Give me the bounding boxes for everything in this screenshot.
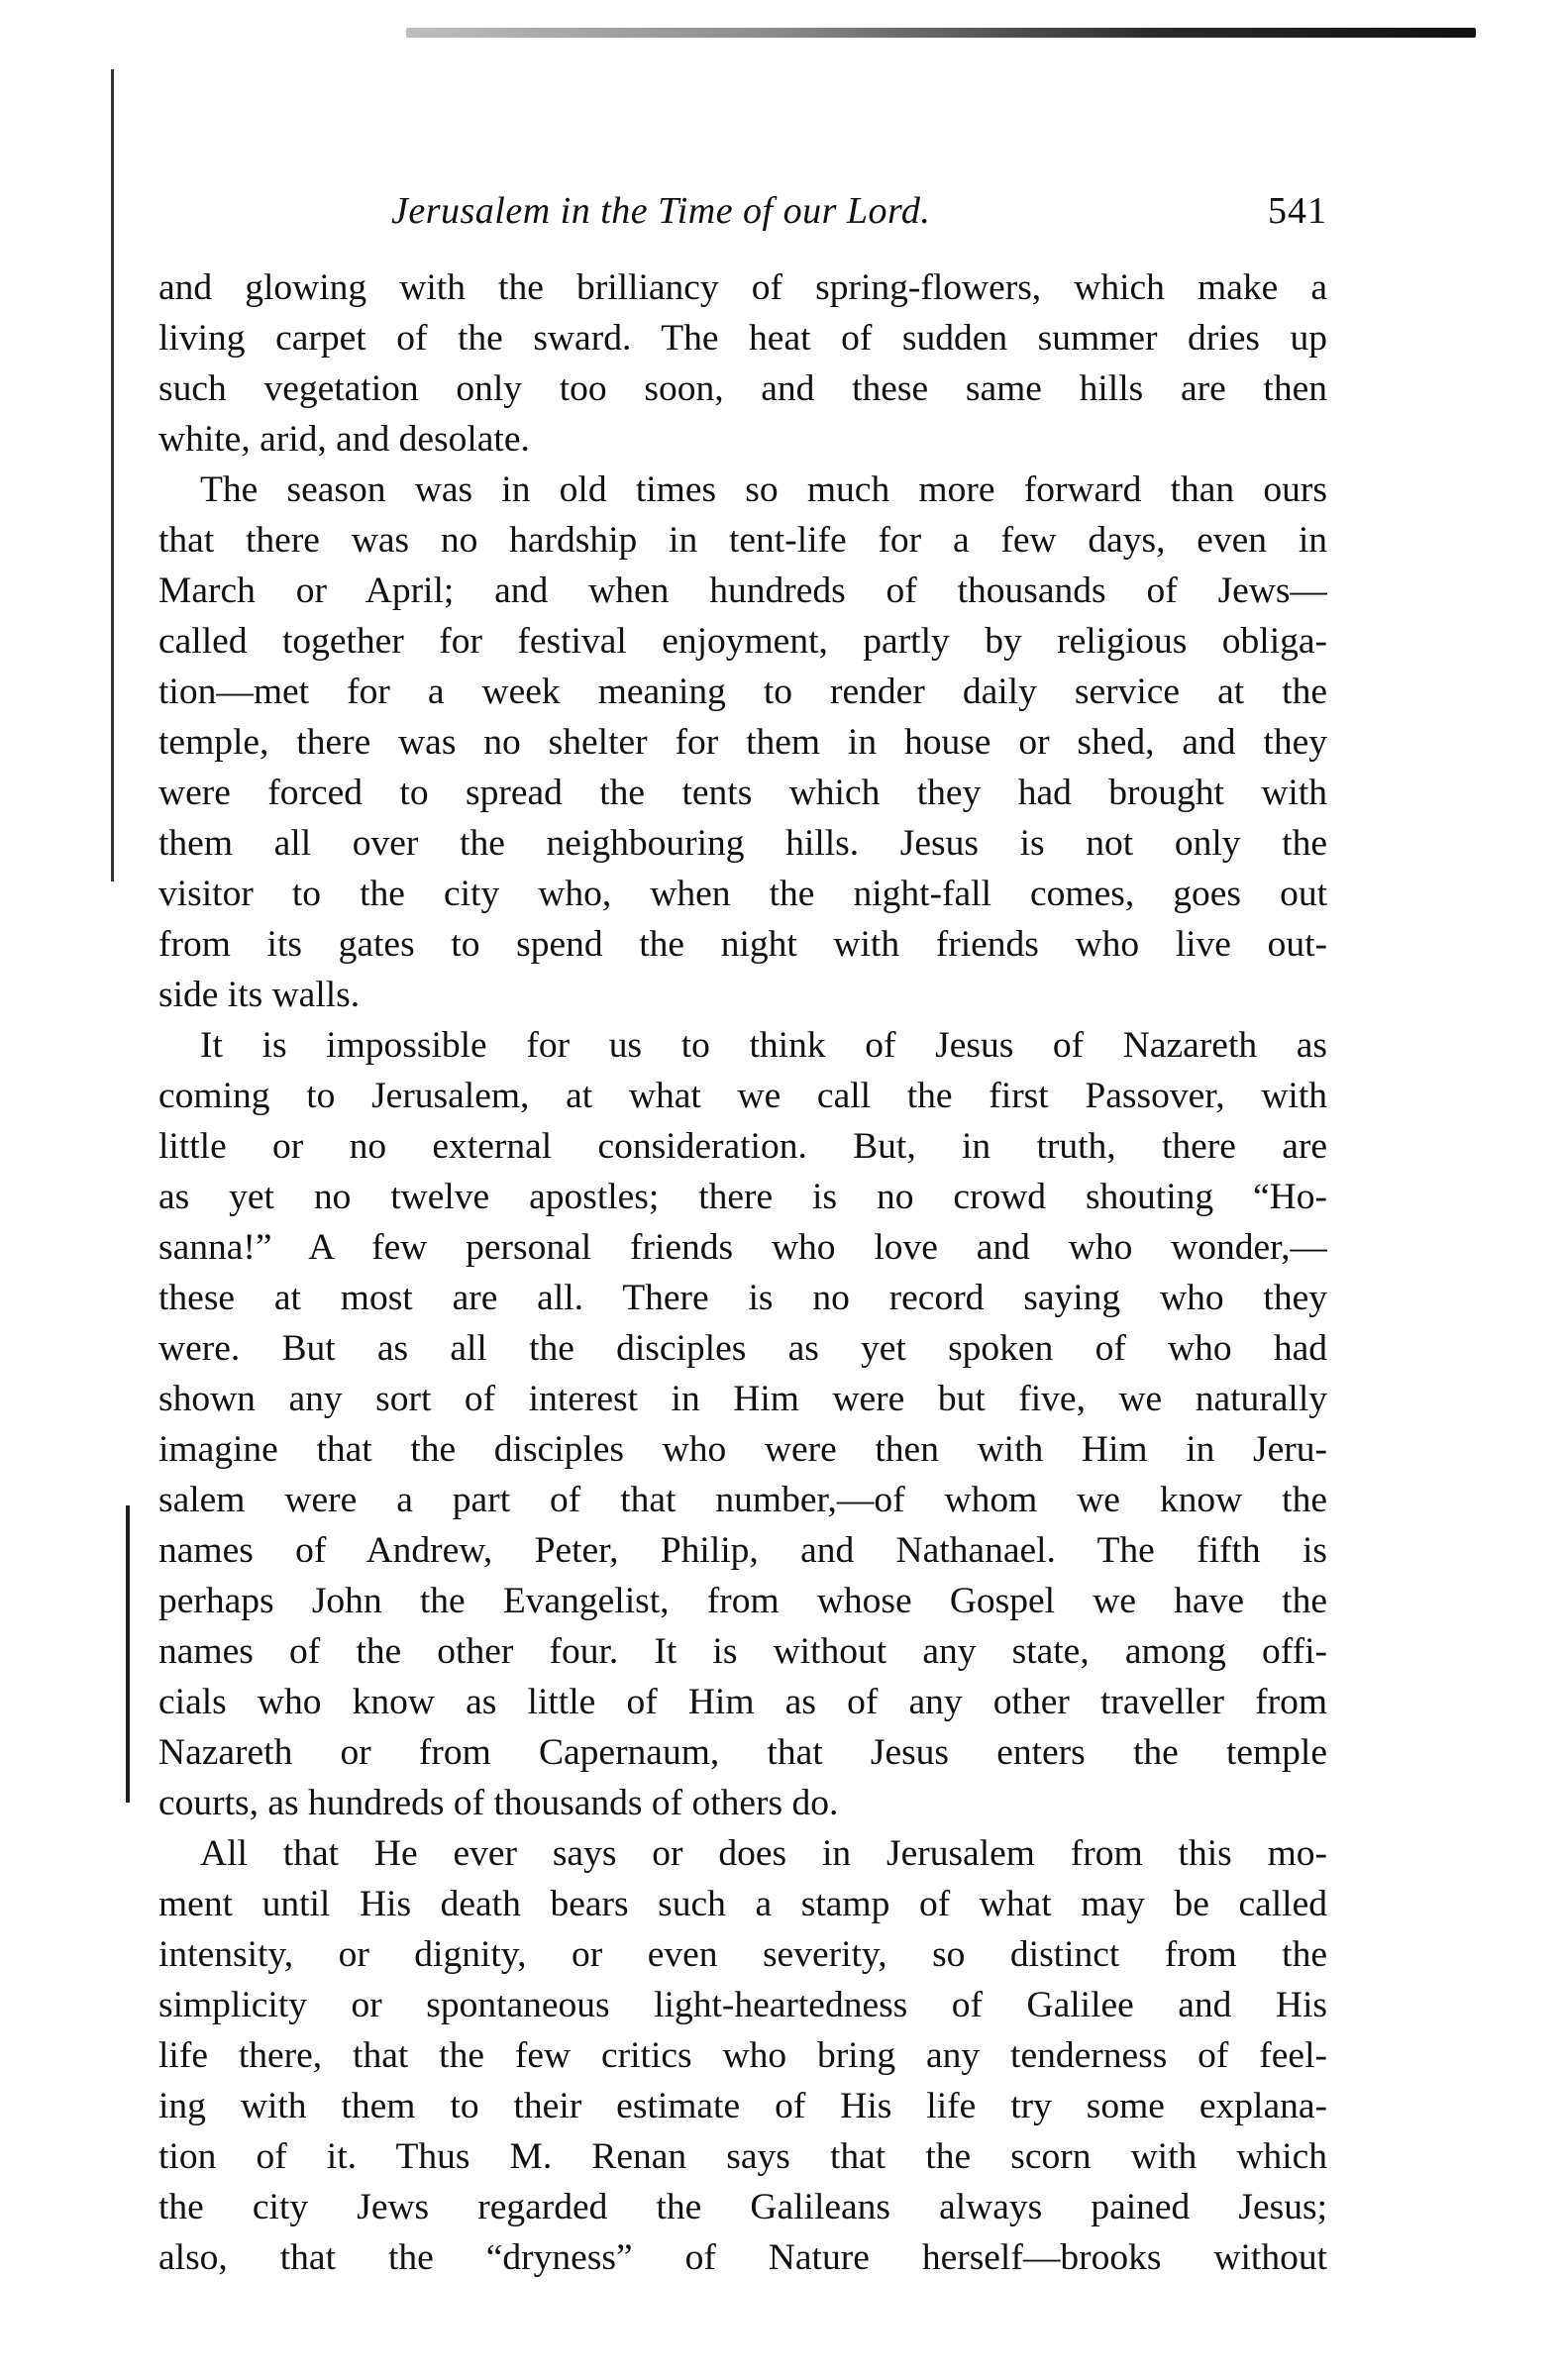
text-line: life there, that the few critics who bring any tenderness of feel- — [158, 2035, 1327, 2076]
paragraph — [158, 262, 1327, 465]
text-line: called together for festival enjoyment, partly by religious obliga- — [158, 621, 1327, 662]
text-line: It is impossible for us to think of Jesus of Nazareth as — [200, 1025, 1327, 1066]
text-line: ing with them to their estimate of His life try some explana- — [158, 2086, 1327, 2126]
text-line: and glowing with the brilliancy of spring-flowers, which make a — [158, 267, 1327, 308]
margin-mark — [126, 1505, 130, 1803]
page-number: 541 — [1268, 190, 1327, 232]
text-line: names of the other four. It is without any state, among offi- — [158, 1631, 1327, 1672]
text-line: perhaps John the Evangelist, from whose Gospel we have the — [158, 1581, 1327, 1621]
text-line: visitor to the city who, when the night-fall comes, goes out — [158, 874, 1327, 914]
paragraph — [158, 465, 1327, 1020]
text-line: little or no external consideration. But, in truth, there are — [158, 1126, 1327, 1167]
body-text — [158, 262, 1327, 2283]
text-line: the city Jews regarded the Galileans always pained Jesus; — [158, 2187, 1327, 2227]
text-line: living carpet of the sward. The heat of sudden summer dries up — [158, 318, 1327, 359]
running-head: Jerusalem in the Time of our Lord. — [391, 190, 931, 232]
text-line: The season was in old times so much more forward than ours — [200, 469, 1327, 510]
text-line: coming to Jerusalem, at what we call the first Passover, with — [158, 1076, 1327, 1116]
text-line: also, that the “dryness” of Nature herself—brooks without — [158, 2237, 1327, 2278]
text-line: them all over the neighbouring hills. Jesus is not only the — [158, 823, 1327, 864]
text-line: shown any sort of interest in Him were but five, we naturally — [158, 1379, 1327, 1419]
text-line: March or April; and when hundreds of thousands of Jews— — [158, 570, 1327, 611]
text-line: cials who know as little of Him as of any other traveller from — [158, 1682, 1327, 1722]
text-line: such vegetation only too soon, and these same hills are then — [158, 368, 1327, 409]
text-line: courts, as hundreds of thousands of others do. — [158, 1783, 839, 1823]
text-line: from its gates to spend the night with friends who live out- — [158, 924, 1327, 965]
text-line: All that He ever says or does in Jerusalem from this mo- — [200, 1833, 1327, 1874]
text-line: intensity, or dignity, or even severity, so distinct from the — [158, 1934, 1327, 1975]
text-line: these at most are all. There is no record saying who they — [158, 1278, 1327, 1318]
text-line: simplicity or spontaneous light-heartedness of Galilee and His — [158, 1985, 1327, 2025]
text-line: were. But as all the disciples as yet spoken of who had — [158, 1328, 1327, 1369]
paragraph — [158, 1020, 1327, 1828]
text-line: as yet no twelve apostles; there is no crowd shouting “Ho- — [158, 1177, 1327, 1217]
text-line: tion—met for a week meaning to render daily service at the — [158, 672, 1327, 712]
text-line: that there was no hardship in tent-life for a few days, even in — [158, 520, 1327, 561]
top-rule-decoration — [406, 28, 1476, 38]
text-line: Nazareth or from Capernaum, that Jesus enters the temple — [158, 1732, 1327, 1773]
text-line: white, arid, and desolate. — [158, 419, 530, 460]
text-line: imagine that the disciples who were then with Him in Jeru- — [158, 1429, 1327, 1470]
text-line: were forced to spread the tents which they had brought with — [158, 773, 1327, 813]
text-line: names of Andrew, Peter, Philip, and Nathanael. The fifth is — [158, 1530, 1327, 1571]
text-line: salem were a part of that number,—of whom we know the — [158, 1480, 1327, 1520]
paragraph — [158, 1828, 1327, 2283]
text-line: tion of it. Thus M. Renan says that the scorn with which — [158, 2136, 1327, 2177]
text-line: temple, there was no shelter for them in house or shed, and they — [158, 722, 1327, 763]
text-line: side its walls. — [158, 975, 361, 1015]
page-edge-shadow — [111, 69, 114, 881]
text-line: ment until His death bears such a stamp of what may be called — [158, 1884, 1327, 1924]
page-header — [158, 173, 1327, 233]
text-line: sanna!” A few personal friends who love and who wonder,— — [158, 1227, 1327, 1268]
